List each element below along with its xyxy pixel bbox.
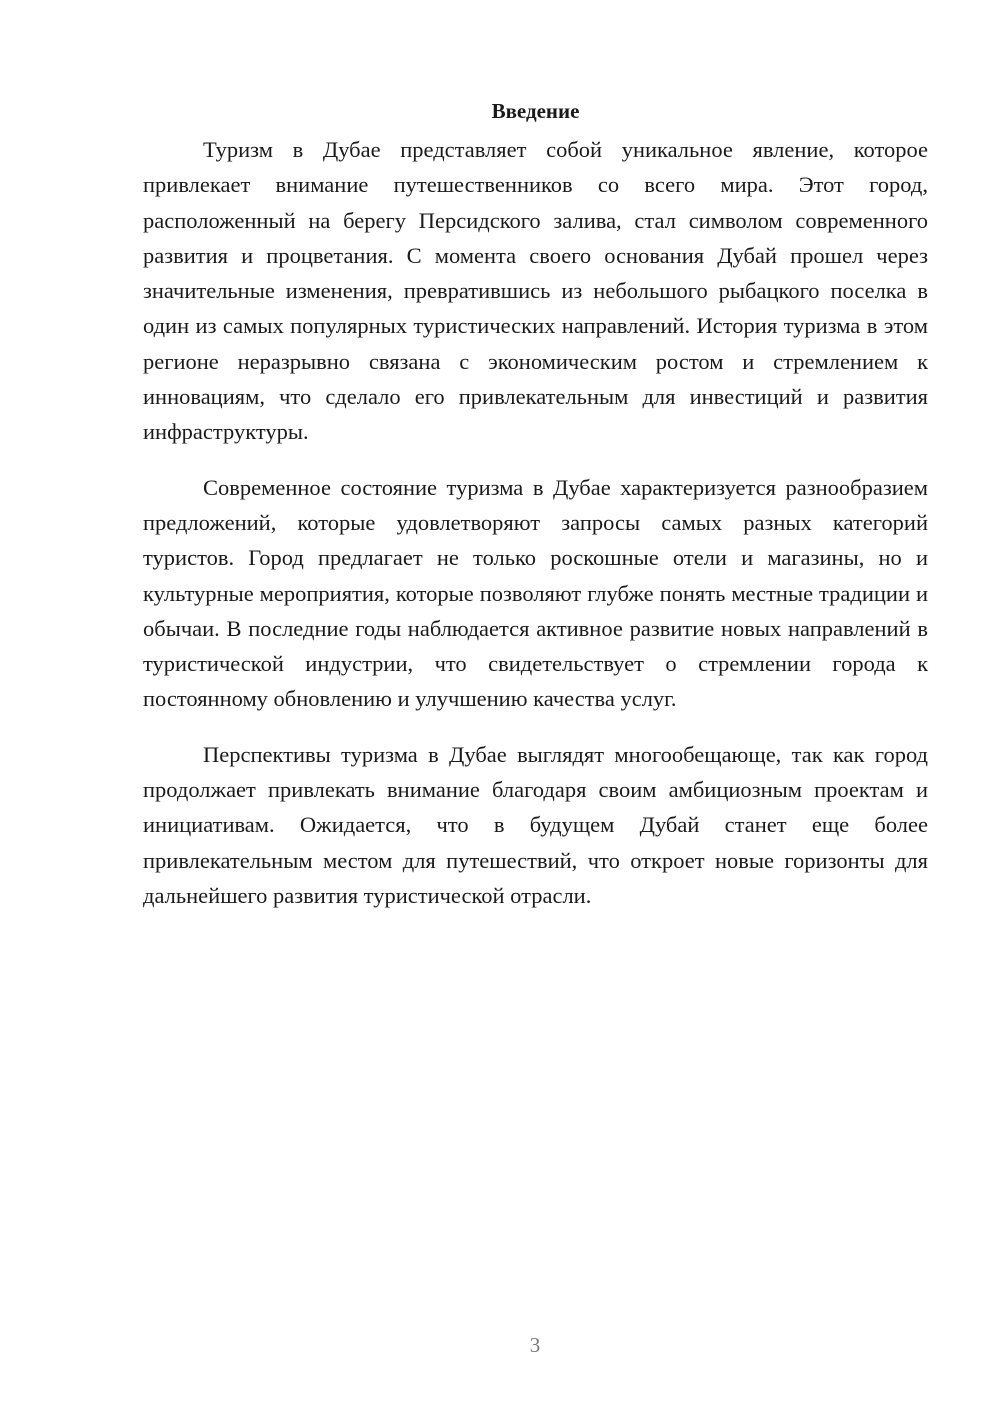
- section-title: Введение: [491, 99, 580, 123]
- paragraph-3: Перспективы туризма в Дубае выглядят многообещающе, так как город продолжает привлекать внимание благодаря своим амбициозным проектам и инициативам. Ожидается, что в будущем Дубай станет еще более привлекательным местом для путешествий, что откроет новые горизонты для дальнейшего развития туристической отрасли.: [143, 741, 928, 908]
- paragraph-1: Туризм в Дубае представляет собой уникальное явление, которое привлекает внимание путешественников со всего мира. Этот город, расположенный на берегу Персидского залива, стал символом современного развития и процветания. С момента своего основания Дубай прошел через значительные изменения, превратившись из небольшого рыбацкого поселка в один из самых популярных туристических направлений. История туризма в этом регионе неразрывно связана с экономическим ростом и стремлением к инновациям, что сделало его привлекательным для инвестиций и развития инфраструктуры.: [143, 137, 928, 445]
- paragraph-2: Современное состояние туризма в Дубае характеризуется разнообразием предложений, которые удовлетворяют запросы самых разных категорий туристов. Город предлагает не только роскошные отели и магазины, но и культурные мероприятия, которые позволяют глубже понять местные традиции и обычаи. В последние годы наблюдается активное развитие новых направлений в туристической индустрии, что свидетельствует о стремлении города к постоянному обновлению и улучшению качества услуг.: [143, 474, 928, 712]
- page-number: 3: [529, 1333, 541, 1357]
- page-content: [143, 96, 928, 933]
